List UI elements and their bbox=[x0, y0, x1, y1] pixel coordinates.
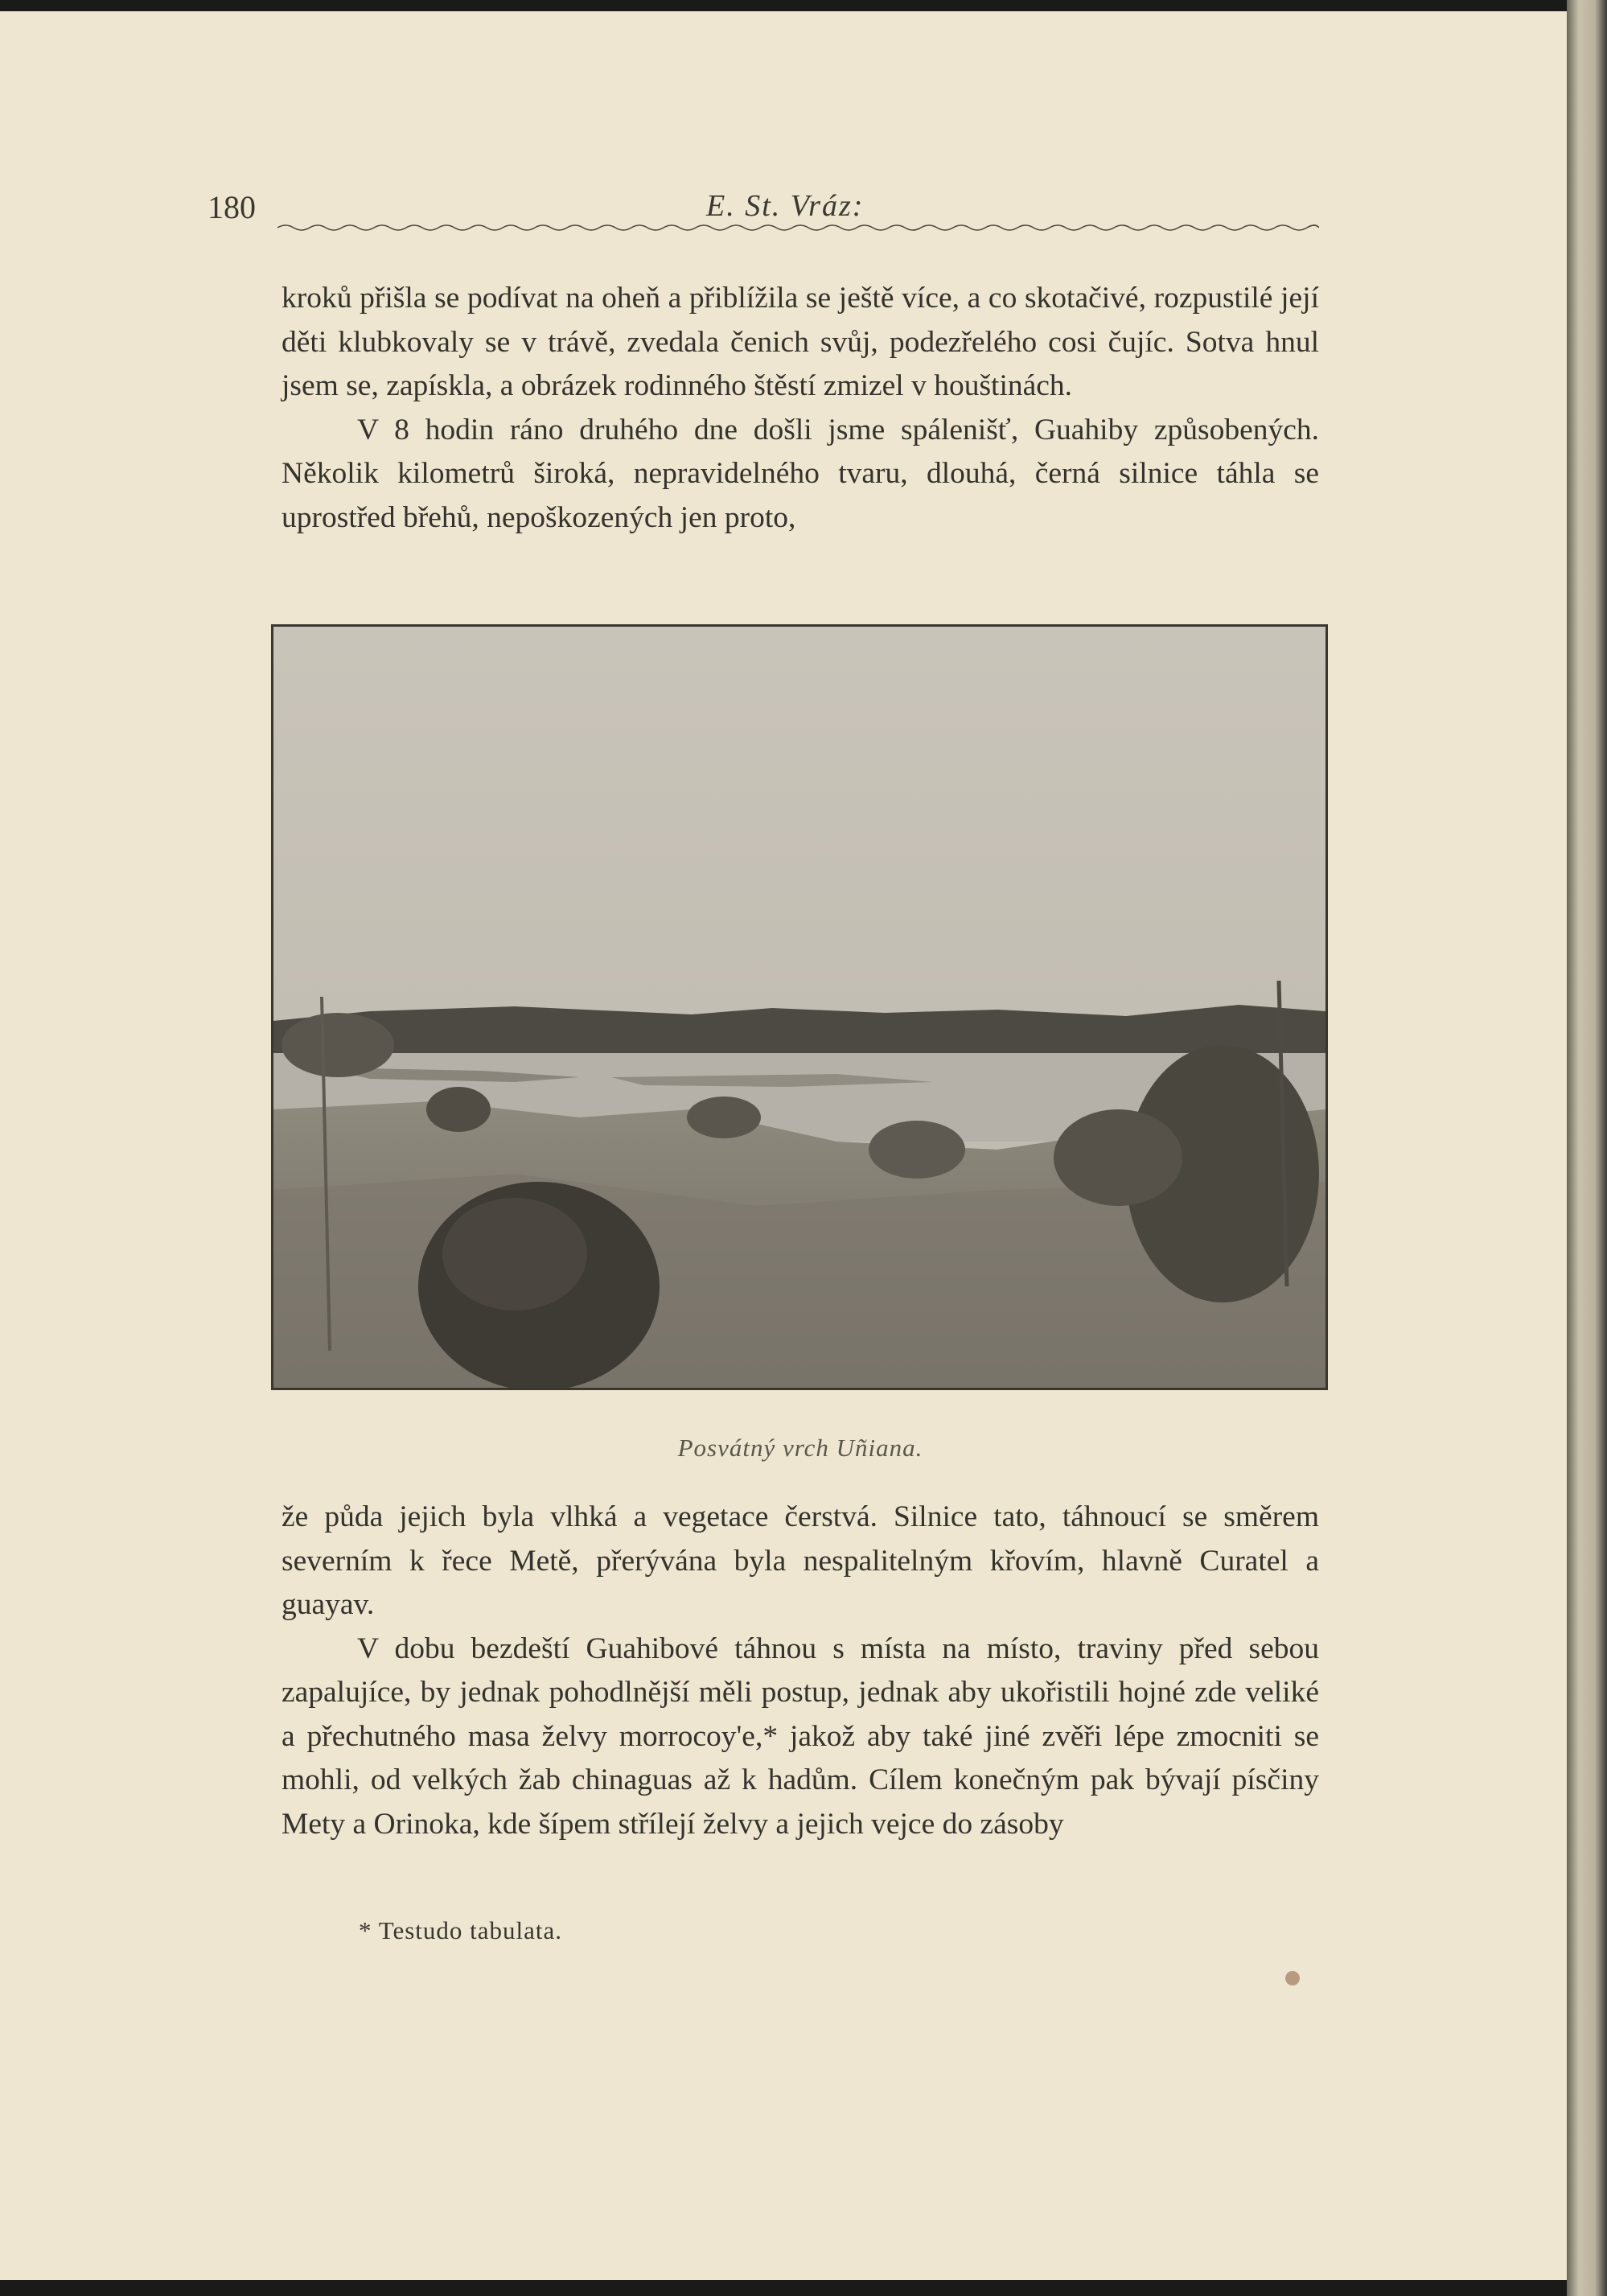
paragraph-continued: kroků přišla se podívat na oheň a přiblížila se ještě více, a co skotačivé, rozpustilé její děti klubkovaly se v trávě, zvedala čenich svůj, podezřelého cosi čujíc. Sotva hnul jsem se, zapískla, a obrázek rodinného štěstí zmizel v houštinách. bbox=[282, 282, 1319, 402]
paragraph-continued: že půda jejich byla vlhká a vegetace čerstvá. Silnice tato, táhnoucí se směrem severním k řece Metě, přerývána byla nespalitelným křovím, hlavně Curatel a guayav. bbox=[282, 1500, 1319, 1621]
paper-speck bbox=[1285, 1971, 1300, 1985]
body-text-after-figure bbox=[282, 1496, 1319, 1846]
page-number: 180 bbox=[208, 189, 256, 225]
running-head: E. St. Vráz: bbox=[706, 189, 865, 223]
landscape-photograph bbox=[271, 624, 1328, 1390]
adjacent-page-edge bbox=[1567, 0, 1607, 2296]
body-text-before-figure bbox=[282, 277, 1319, 540]
header-wavy-rule bbox=[277, 222, 1319, 233]
photo-illustration bbox=[273, 627, 1325, 1388]
figure-caption: Posvátný vrch Uñiana. bbox=[677, 1434, 923, 1462]
paragraph: V dobu bezdeští Guahibové táhnou s místa na místo, traviny před sebou zapalujíce, by jednak pohodlnější měli postup, jednak aby ukořistili hojné zde veliké a přechutného masa želvy morrocoy'e,* jakož aby také jiné zvěři lépe zmocniti se mohli, od velkých žab chinaguas až k hadům. Cílem konečným pak bývají písčiny Mety a Orinoka, kde šípem střílejí želvy a jejich vejce do zásoby bbox=[282, 1631, 1319, 1841]
footnote: * Testudo tabulata. bbox=[359, 1916, 563, 1944]
book-page bbox=[0, 11, 1567, 2280]
page-header bbox=[208, 180, 1319, 228]
paragraph: V 8 hodin ráno druhého dne došli jsme spálenišť, Guahiby způsobených. Několik kilometrů široká, nepravidelného tvaru, dlouhá, černá silnice táhla se uprostřed břehů, nepoškozených jen proto, bbox=[282, 413, 1319, 534]
